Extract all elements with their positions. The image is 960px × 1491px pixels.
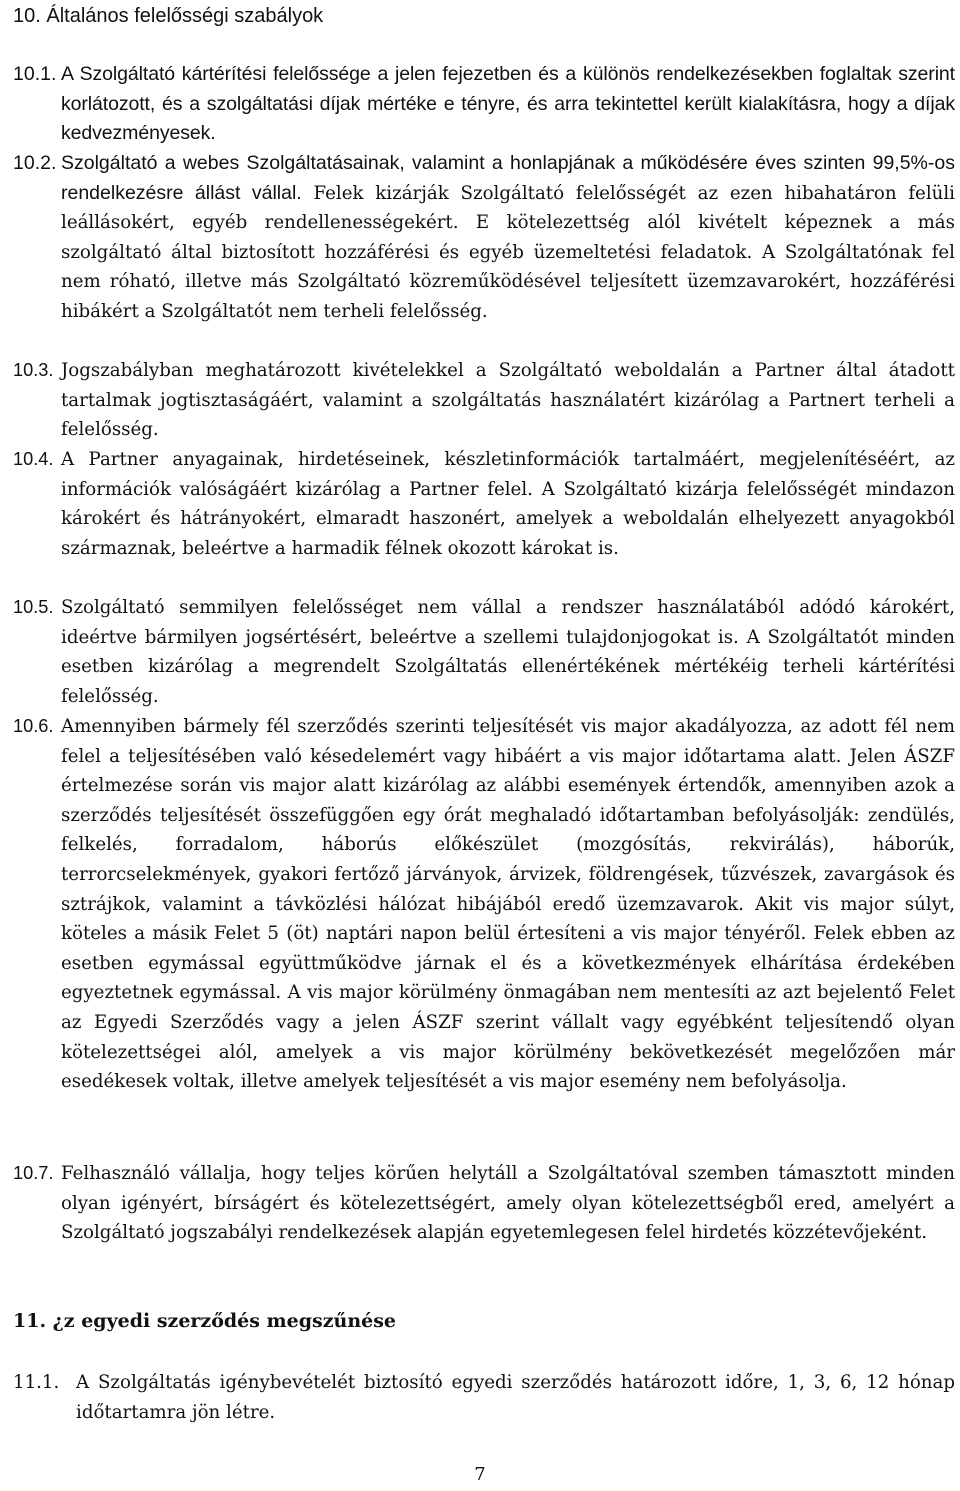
clause-number: 10.6.: [13, 716, 54, 736]
clause-text: Felhasználó vállalja, hogy teljes körűen helytáll a Szolgáltatóval szemben támasztott minden olyan igényért, bírságért és kötelezettségért, amely olyan kötelezettségből ered, amelyért a Szolgáltató jogszabályi rendelkezések alapján egyetemlegesen felel hirdetés közzétevőjeként.: [61, 1163, 955, 1244]
clause-number: 10.4.: [13, 449, 54, 469]
clause-number: 10.5.: [13, 597, 54, 617]
clause-10-7: [13, 1159, 955, 1248]
clause-10-1: [13, 60, 955, 149]
clause-text: [61, 149, 955, 327]
clause-10-2: [13, 149, 955, 327]
clause-text: Szolgáltató semmilyen felelősséget nem vállal a rendszer használatából adódó károkért, ideértve bármilyen jogsértésért, beleértve a szellemi tulajdonjogokat is. A Szolgáltatót minden esetben kizárólag a megrendelt Szolgáltatás ellenértékének mértékéig terheli kártérítési felelősség.: [61, 597, 955, 707]
clause-text: A Szolgáltató kártérítési felelőssége a jelen fejezetben és a különös rendelkezésekben foglaltak szerint korlátozott, és a szolgáltatási díjak mértéke e tényre, és arra tekintettel került kialakításra, hogy a díjak kedvezményesek.: [61, 63, 955, 145]
clause-11-1: [13, 1368, 955, 1427]
clause-number: 10.3.: [13, 360, 54, 380]
clause-text: A Szolgáltatás igénybevételét biztosító egyedi szerződés határozott időre, 1, 3, 6, 12 hónap időtartamra jön létre.: [76, 1372, 955, 1423]
section-heading-10: 10. Általános felelősségi szabályok: [13, 5, 324, 27]
clause-text: A Partner anyagainak, hirdetéseinek, készletinformációk tartalmáért, megjelenítéséért, az információk valóságáért kizárólag a Partner felel. A Szolgáltató kizárja felelősségét mindazon károkért és hátrányokért, elmaradt haszonért, amelyek a weboldalán elhelyezett anyagokból származnak, beleértve a harmadik félnek okozott károkat is.: [61, 449, 955, 559]
clause-text-part-1: Szolgáltató a webes Szolgáltatásainak, valamint a honlapjának a működésére éves szinten 99,5%-os rendelkezésre állást vállal.: [61, 152, 955, 204]
clause-number: 10.7.: [13, 1163, 54, 1183]
clause-number: 10.2.: [13, 152, 57, 174]
clause-10-3: [13, 356, 955, 445]
clause-10-4: [13, 445, 955, 563]
section-heading-11: 11. ¿z egyedi szerződés megszűnése: [13, 1310, 397, 1332]
clause-text: Amennyiben bármely fél szerződés szerinti teljesítését vis major akadályozza, az adott fél nem felel a teljesítésében való késedelemért vagy hibáért a vis major időtartama alatt. Jelen ÁSZF értelmezése során vis major alatt kizárólag az alábbi események értendők, amennyiben azok a szerződés teljesítését összefüggően egy órát meghaladó időtartamban befolyásolják: zendülés, felkelés, forradalom, háborús előkészület (mozgósítás, rekvirálás), háborúk, terrorcselekmények, gyakori fertőző járványok, árvizek, földrengések, tűzvészek, zavargások és sztrájkok, valamint a távközlési hálózat hibájából eredő üzemzavarok. Akit vis major súlyt, köteles a másik Felet 5 (öt) naptári napon belül értesíteni a vis major tényéről. Felek ebben az esetben egymással együttműködve járnak el és a következmények elhárítása érdekében egyeztetnek egymással. A vis major körülmény önmagában nem mentesíti az azt bejelentő Felet az Egyedi Szerződés vagy a jelen ÁSZF szerint vállalt vagy egyébként teljesítendő olyan kötelezettségei alól, amelyek a vis major körülmény bekövetkezését megelőzően már esedékesek voltak, illetve amelyek teljesítését a vis major esemény nem befolyásolja.: [61, 716, 955, 1093]
clause-10-6: [13, 712, 955, 1097]
clause-text-part-2: Felek kizárják Szolgáltató felelősségét az ezen hibahatáron felüli leállásokért, egyéb rendellenességekért. E kötelezettség alól kivételt képeznek a más szolgáltató által biztosított hozzáférési és egyéb üzemeltetési feladatok. A Szolgáltatónak fel nem róható, illetve más Szolgáltató közreműködésével teljesített üzemzavarokért, hozzáférési hibákért a Szolgáltatót nem terheli felelősség.: [61, 182, 955, 322]
page-number: 7: [474, 1464, 486, 1485]
clause-number: 10.1.: [13, 63, 57, 85]
clause-10-5: [13, 593, 955, 711]
clause-text: Jogszabályban meghatározott kivételekkel a Szolgáltató weboldalán a Partner által átadott tartalmak jogtisztaságáért, valamint a szolgáltatás használatért kizárólag a Partnert terheli a felelősség.: [61, 360, 955, 441]
clause-number: 11.1.: [13, 1372, 60, 1393]
